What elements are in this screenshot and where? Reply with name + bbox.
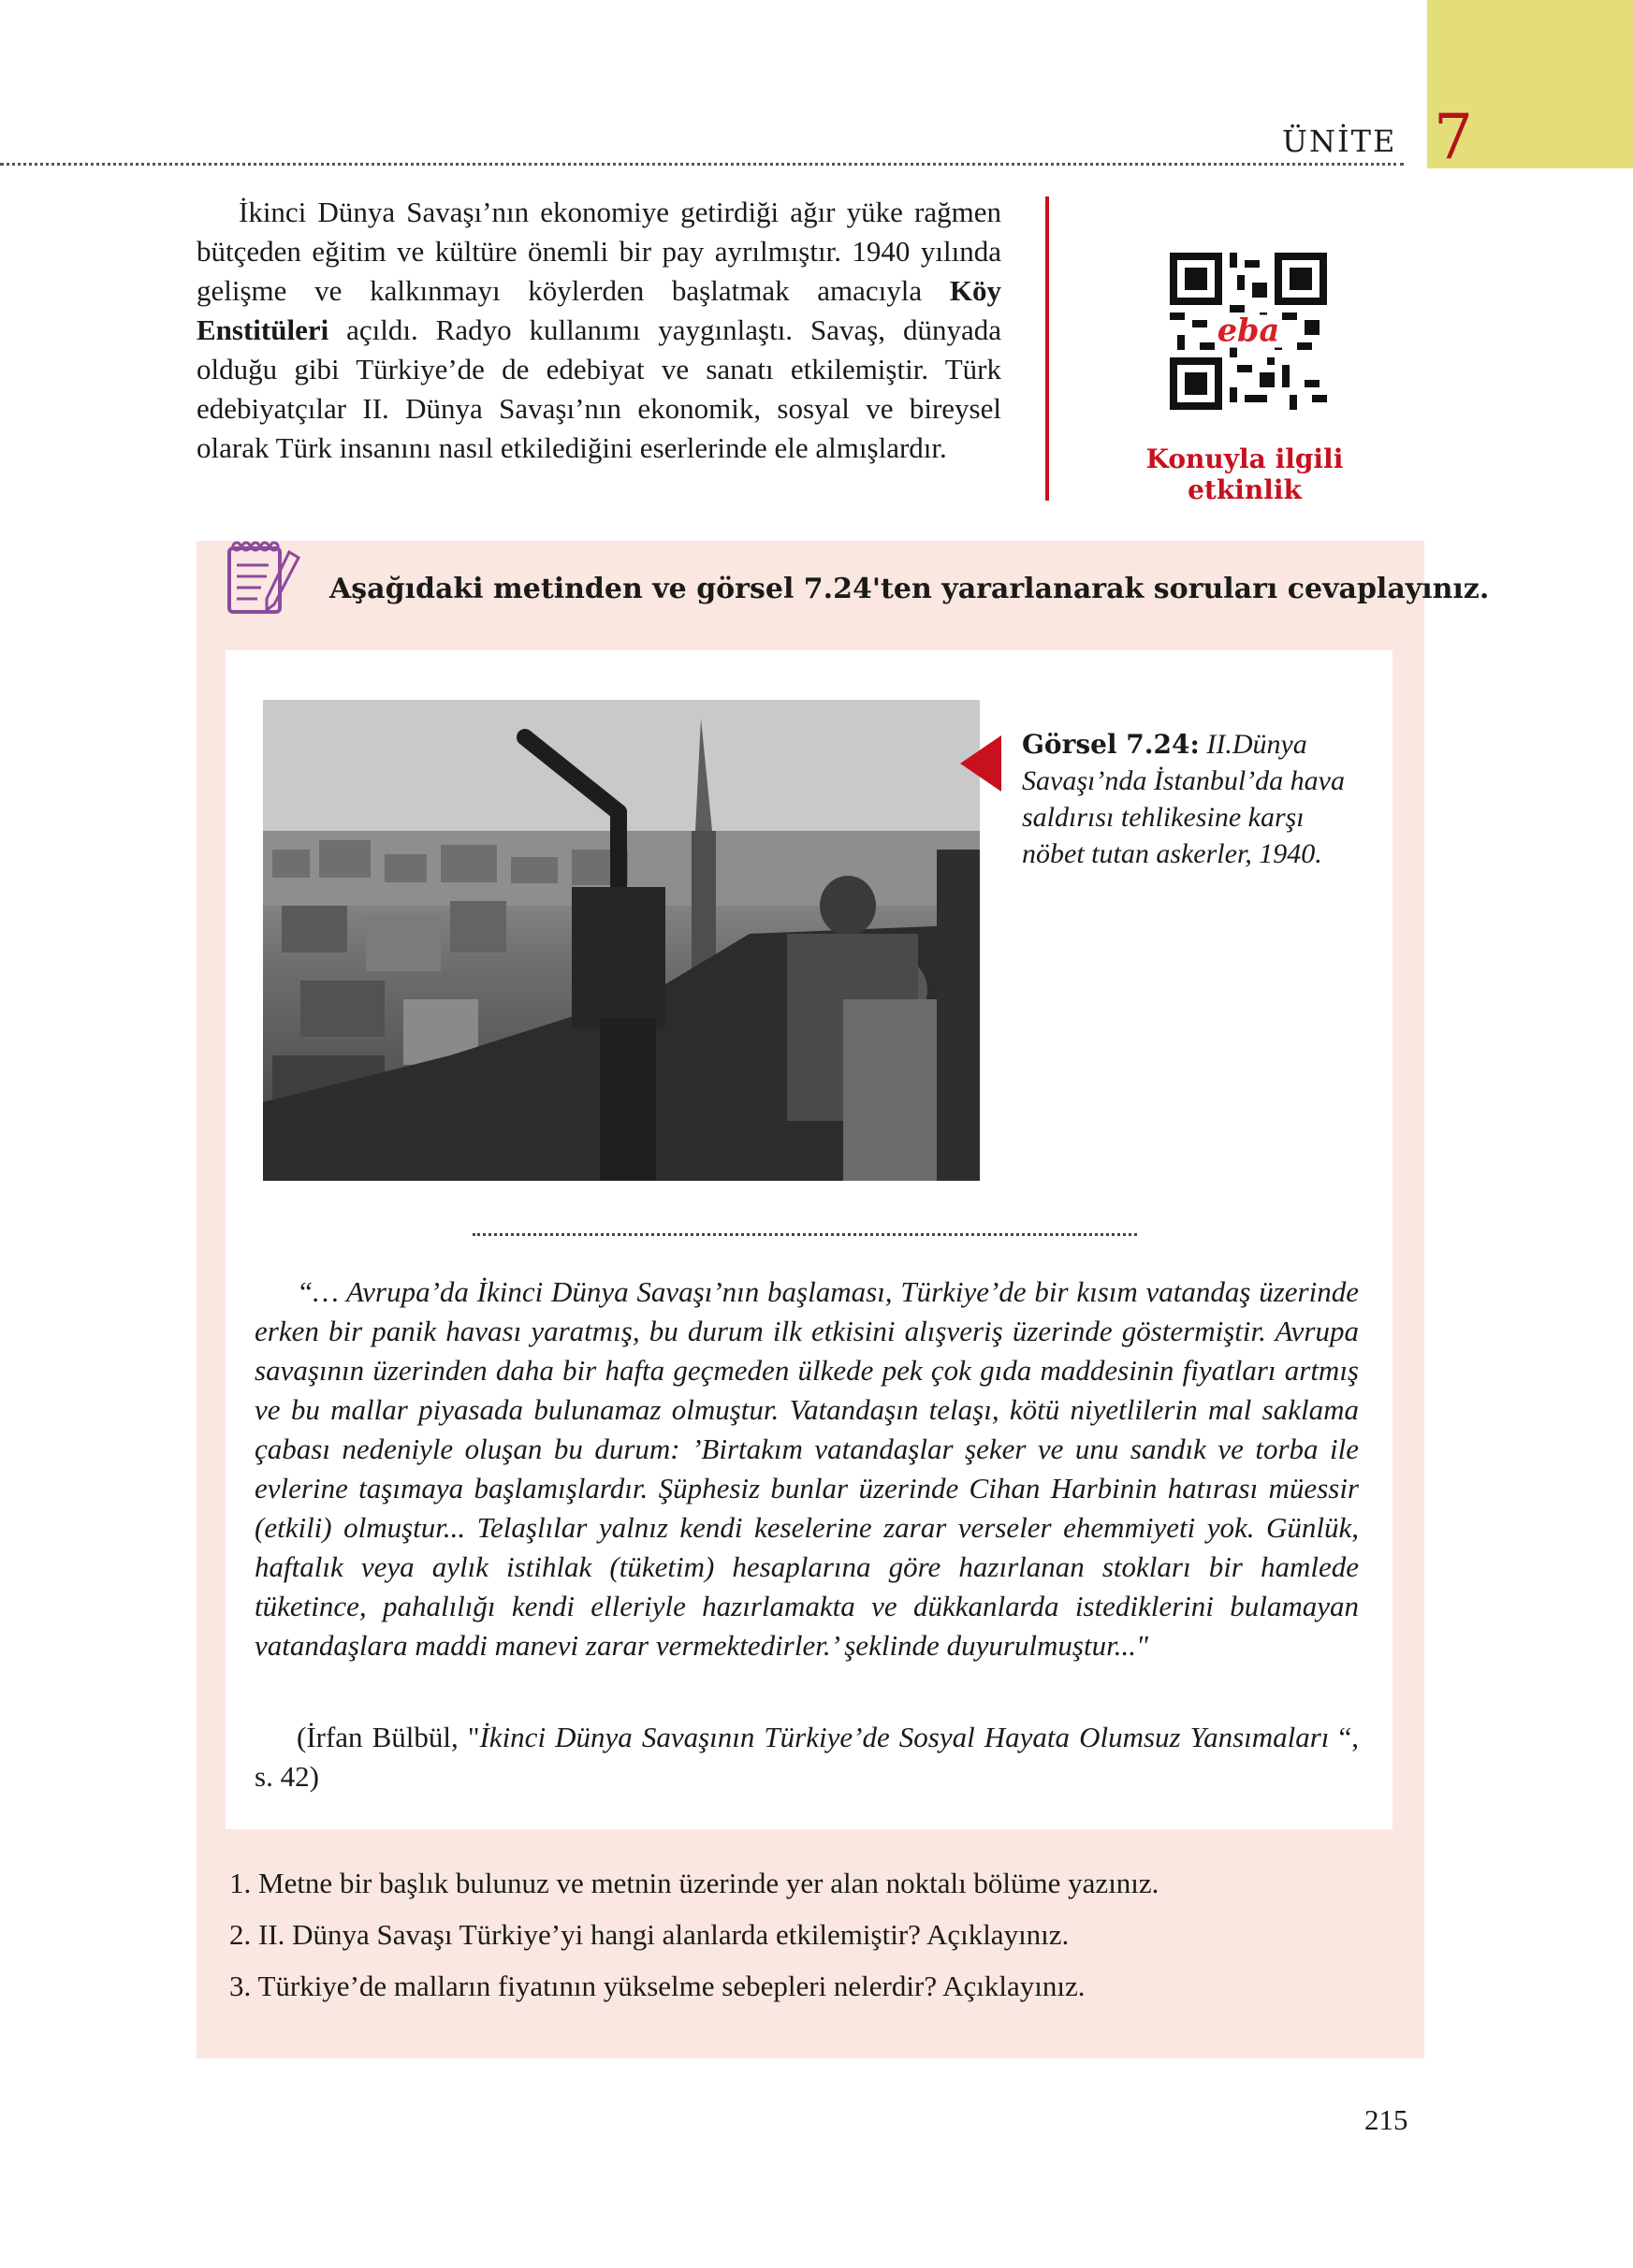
activity-title: Aşağıdaki metinden ve görsel 7.24'ten yararlanarak soruları cevaplayınız. <box>329 573 1490 605</box>
vertical-divider <box>1045 196 1049 501</box>
question-item: 2. II. Dünya Savaşı Türkiye’yi hangi alanlarda etkilemiştir? Açıklayınız. <box>229 1918 1070 1951</box>
figure-label: Görsel 7.24: <box>1022 729 1200 760</box>
intro-bold-term: Köy Enstitüleri <box>197 274 1001 346</box>
quote-source <box>255 1718 1359 1796</box>
source-title: İkinci Dünya Savaşının Türkiye’de Sosyal Hayata Olumsuz Yansımaları <box>479 1721 1330 1753</box>
header-divider <box>0 163 1404 166</box>
intro-text-part1: İkinci Dünya Savaşı’nın ekonomiye getirdiği ağır yüke rağmen bütçeden eğitim ve kültüre önemli bir pay ayrılmıştır. 1940 yılında gelişme ve kalkınmayı köylerden başlatmak amacıyla <box>197 196 1001 307</box>
question-list <box>229 1857 1399 2012</box>
unit-label: ÜNİTE <box>1282 124 1397 159</box>
title-blank-line[interactable] <box>473 1233 1137 1236</box>
question-item: 1. Metne bir başlık bulunuz ve metnin üzerinde yer alan noktalı bölüme yazınız. <box>229 1867 1159 1899</box>
page-number: 215 <box>1364 2103 1408 2136</box>
figure-caption-text: II.Dünya Savaşı’nda İstanbul’da hava saldırısı tehlikesine karşı nöbet tutan askerler, 1940. <box>1022 729 1345 869</box>
figure-caption <box>1022 726 1359 872</box>
notepad-pencil-icon <box>220 531 304 625</box>
qr-code-icon[interactable] <box>1170 253 1327 410</box>
qr-logo-text: eba <box>1217 311 1280 349</box>
source-suffix: “, s. 42) <box>255 1721 1359 1793</box>
historical-photo <box>263 700 980 1181</box>
quote-paragraph: “… Avrupa’da İkinci Dünya Savaşı’nın başlaması, Türkiye’de bir kısım vatandaş üzerinde erken bir panik havası yaratmış, bu durum ilk etkisini alışveriş üzerinde göstermiştir. Avrupa savaşının üzerinden daha bir hafta geçmeden ülkede pek çok gıda maddesinin fiyatları artmış ve bu mallar piyasada bulunamaz olmuştur. Vatandaşın telaşı, kötü niyetlilerin mal saklama çabası nedeniyle oluşan bu durum: ’Birtakım vatandaşlar şeker ve unu sandık ve torba ile evlerine taşımaya başlamışlardır. Şüphesiz bunlar üzerinde Cihan Harbinin hatırası müessir (etkili) olmuştur... Telaşlılar yalnız kendi keselerine zarar verseler ehemmiyeti yok. Günlük, haftalık veya aylık istihlak (tüketim) hesaplarına göre hazırlanan stokları bir hamlede tüketince, pahalılığı kendi elleriyle hazırlamakta ve dükkanlarda istediklerini bulamayan vatandaşlara maddi manevi zarar vermektedirler.’ şeklinde duyurulmuştur..." <box>255 1275 1359 1662</box>
quote-text <box>255 1272 1359 1665</box>
intro-paragraph <box>197 193 1001 468</box>
caption-pointer-icon <box>960 735 1001 792</box>
unit-number: 7 <box>1434 101 1473 173</box>
question-item: 3. Türkiye’de malların fiyatının yükselme sebepleri nelerdir? Açıklayınız. <box>229 1970 1086 2002</box>
intro-text-part2: açıldı. Radyo kullanımı yaygınlaştı. Savaş, dünyada olduğu gibi Türkiye’de de edebiyat ve sanatı etkilemiştir. Türk edebiyatçılar II. Dünya Savaşı’nın ekonomik, sosyal ve bireysel olarak Türk insanını nasıl etkilediğini eserlerinde ele almışlardır. <box>197 313 1001 464</box>
qr-caption-link[interactable]: Konuyla ilgili etkinlik <box>1145 443 1344 505</box>
source-prefix: (İrfan Bülbül, " <box>297 1721 480 1753</box>
